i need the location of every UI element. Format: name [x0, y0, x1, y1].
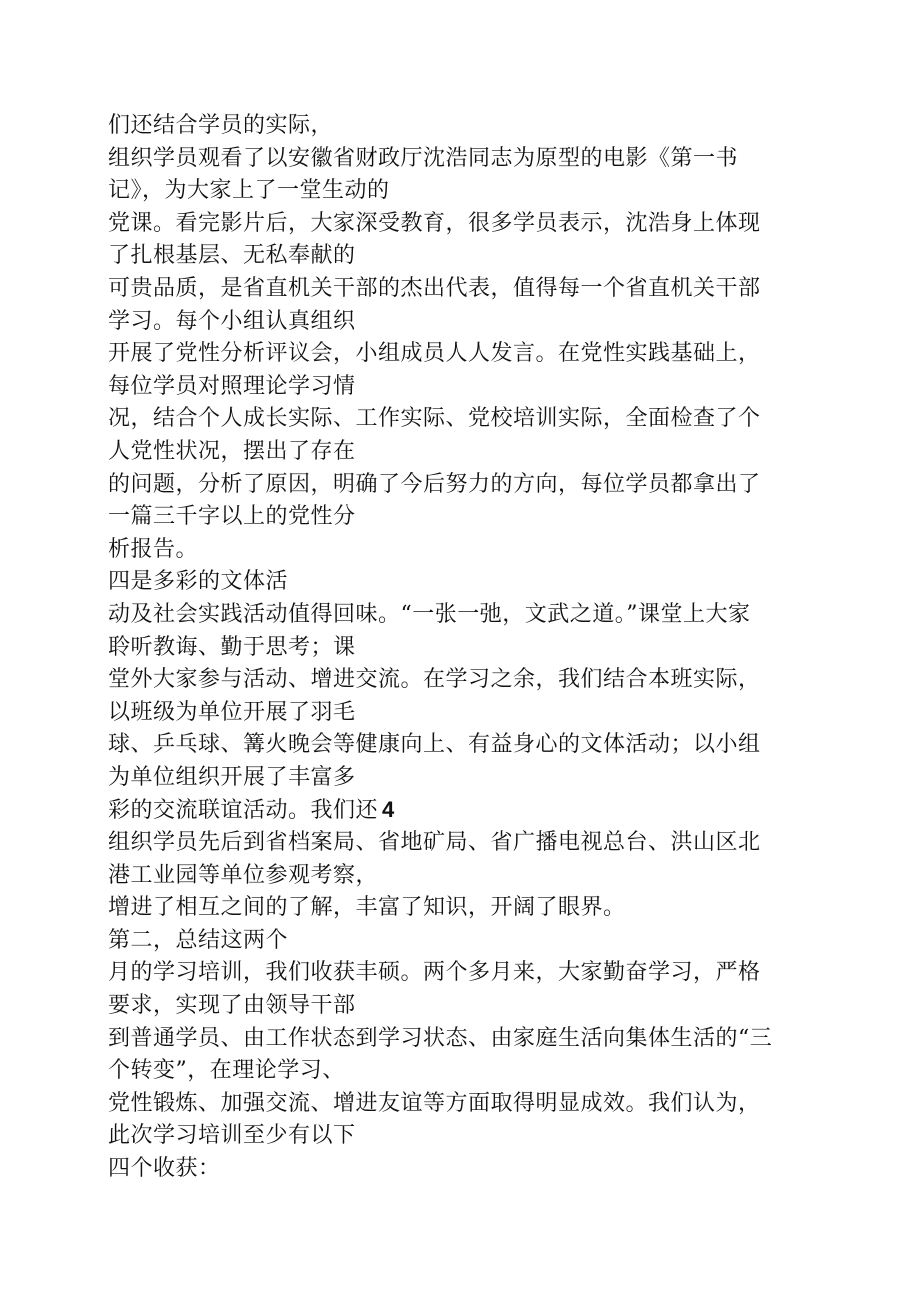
text-line: 月的学习培训，我们收获丰硕。两个多月来，大家勤奋学习，严格	[108, 960, 761, 986]
text-line: 组织学员先后到省档案局、省地矿局、省广播电视总台、洪山区北	[108, 830, 761, 856]
text-line: 一篇三千字以上的党性分	[108, 504, 356, 530]
text-line: 聆听教诲、勤于思考；课	[108, 634, 356, 660]
text-line: 堂外大家参与活动、增进交流。在学习之余，我们结合本班实际，	[108, 667, 761, 693]
text-line: 此次学习培训至少有以下	[108, 1123, 356, 1149]
text-line: 为单位组织开展了丰富多	[108, 764, 356, 790]
text-line: 党性锻炼、加强交流、增进友谊等方面取得明显成效。我们认为，	[108, 1090, 761, 1116]
text-line: 人党性状况，摆出了存在	[108, 438, 356, 464]
text-line: 球、乒乓球、篝火晚会等健康向上、有益身心的文体活动；以小组	[108, 732, 761, 758]
text-line-with-page-number	[108, 794, 898, 827]
text-line: 的问题，分析了原因，明确了今后努力的方向，每位学员都拿出了	[108, 471, 761, 497]
text-line: 每位学员对照理论学习情	[108, 373, 356, 399]
text-line: 记》，为大家上了一堂生动的	[108, 178, 390, 204]
text-line: 况，结合个人成长实际、工作实际、党校培训实际，全面检查了个	[108, 406, 761, 432]
text-line: 以班级为单位开展了羽毛	[108, 699, 356, 725]
text-line: 动及社会实践活动值得回味。“一张一弛，文武之道。”课堂上大家	[108, 601, 751, 627]
body-text	[108, 110, 898, 1186]
text-line: 党课。看完影片后，大家深受教育，很多学员表示，沈浩身上体现	[108, 210, 761, 236]
text-line: 彩的交流联谊活动。我们还	[108, 798, 379, 824]
text-line: 可贵品质，是省直机关干部的杰出代表，值得每一个省直机关干部	[108, 275, 761, 301]
text-line: 组织学员观看了以安徽省财政厅沈浩同志为原型的电影《第一书	[108, 145, 739, 171]
text-line: 四是多彩的文体活	[108, 569, 289, 595]
text-line: 增进了相互之间的了解，丰富了知识，开阔了眼界。	[108, 895, 626, 921]
text-line: 析报告。	[108, 536, 199, 562]
text-line: 港工业园等单位参观考察，	[108, 862, 379, 888]
text-line: 到普通学员、由工作状态到学习状态、由家庭生活向集体生活的“三	[108, 1025, 773, 1051]
text-line: 学习。每个小组认真组织	[108, 308, 356, 334]
text-line: 要求，实现了由领导干部	[108, 993, 356, 1019]
text-line: 了扎根基层、无私奉献的	[108, 243, 356, 269]
text-line: 开展了党性分析评议会，小组成员人人发言。在党性实践基础上，	[108, 341, 761, 367]
page-number: 4	[382, 797, 395, 823]
text-line: 个转变”，在理论学习、	[108, 1058, 345, 1084]
text-line: 们还结合学员的实际，	[108, 113, 334, 138]
text-line: 四个收获：	[108, 1156, 221, 1181]
text-line: 第二，总结这两个	[108, 927, 289, 953]
